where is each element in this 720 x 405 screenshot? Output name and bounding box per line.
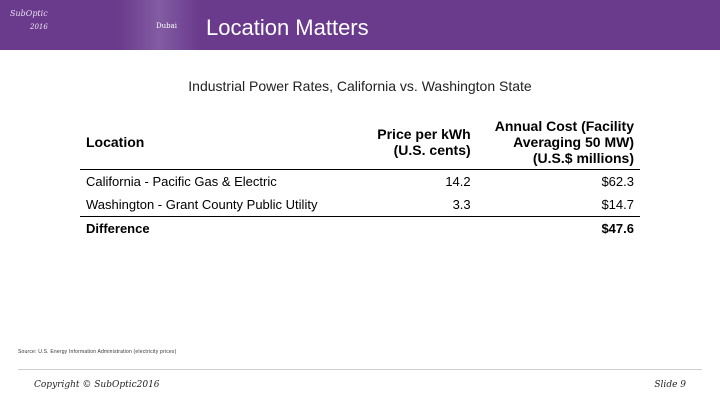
difference-cost: $47.6	[601, 221, 634, 236]
header-location: Location	[80, 116, 361, 170]
power-rates-table	[80, 116, 640, 240]
table-row	[80, 170, 640, 194]
difference-row	[80, 217, 640, 241]
difference-price	[361, 217, 477, 241]
city-name: Dubai	[156, 22, 178, 30]
cell-cost: $62.3	[601, 174, 634, 189]
cell-price: 3.3	[361, 193, 477, 217]
logo-year: 2016	[30, 23, 48, 31]
table-row	[80, 193, 640, 217]
city-panel	[118, 0, 200, 50]
footer-divider	[18, 369, 702, 370]
table-caption: Industrial Power Rates, California vs. Washington State	[188, 78, 532, 94]
header-price: Price per kWh (U.S. cents)	[361, 116, 477, 170]
table-header-row	[80, 116, 640, 170]
difference-label: Difference	[86, 221, 150, 236]
cell-location: California - Pacific Gas & Electric	[86, 174, 277, 189]
slide-title: Location Matters	[206, 15, 369, 40]
cell-location: Washington - Grant County Public Utility	[80, 193, 361, 217]
copyright-text: Copyright © SubOptic2016	[34, 380, 160, 390]
source-note: Source: U.S. Energy Information Administration (electricity prices)	[18, 349, 177, 355]
header-bar	[0, 0, 720, 50]
cell-cost: $14.7	[477, 193, 640, 217]
header-cost: Annual Cost (Facility Averaging 50 MW) (U.S.$ millions)	[477, 116, 640, 170]
logo-text: SubOptic	[10, 9, 48, 18]
slide-number: Slide 9	[654, 380, 686, 390]
suboptic-logo	[10, 9, 56, 35]
cell-price: 14.2	[445, 174, 471, 189]
